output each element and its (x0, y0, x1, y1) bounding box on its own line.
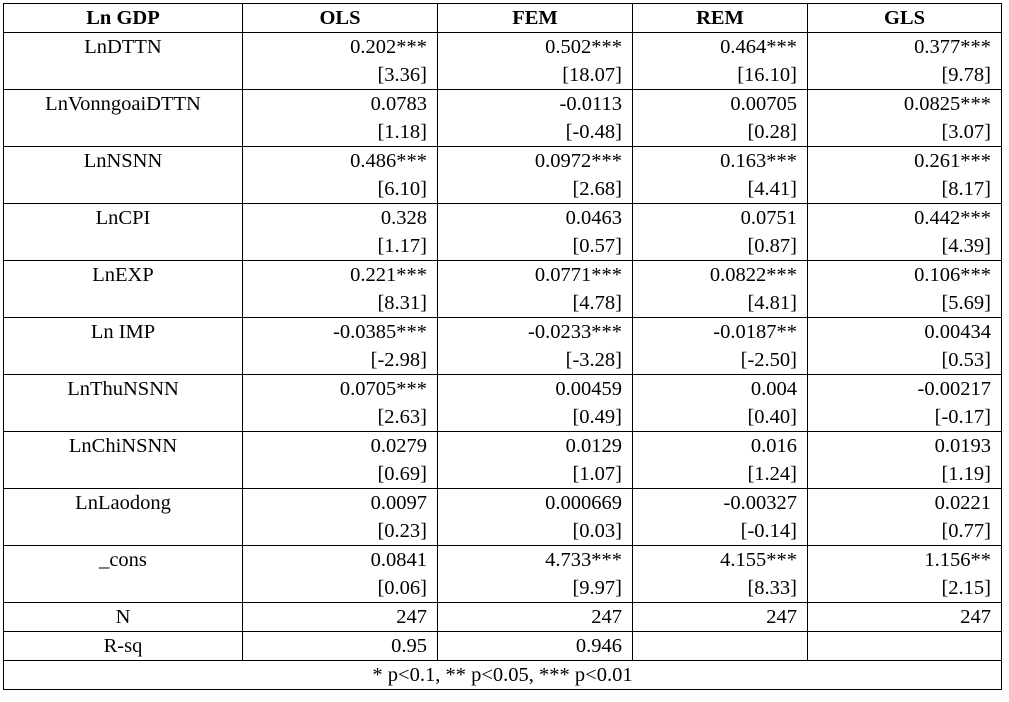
coefficient-fem: 0.0129 (438, 432, 633, 461)
coefficient-fem: 0.00459 (438, 375, 633, 404)
t-statistic-ols: [1.18] (243, 118, 438, 147)
coefficient-ols: 0.202*** (243, 33, 438, 62)
coefficient-ols: 0.0841 (243, 546, 438, 575)
coefficient-rem: 0.163*** (633, 147, 808, 176)
t-statistic-ols: [8.31] (243, 289, 438, 318)
t-statistic-fem: [2.68] (438, 175, 633, 204)
coefficient-row (4, 204, 1002, 233)
coefficient-ols: 0.486*** (243, 147, 438, 176)
coefficient-ols: -0.0385*** (243, 318, 438, 347)
variable-label: LnEXP (4, 261, 243, 318)
t-statistic-fem: [0.03] (438, 517, 633, 546)
coefficient-gls: -0.00217 (808, 375, 1002, 404)
t-statistic-gls: [1.19] (808, 460, 1002, 489)
t-statistic-ols: [6.10] (243, 175, 438, 204)
coefficient-ols: 0.221*** (243, 261, 438, 290)
t-statistic-rem: [4.81] (633, 289, 808, 318)
coefficient-row (4, 432, 1002, 461)
t-statistic-fem: [0.57] (438, 232, 633, 261)
header-ols: OLS (243, 4, 438, 33)
coefficient-gls: 0.106*** (808, 261, 1002, 290)
coefficient-rem: -0.00327 (633, 489, 808, 518)
t-statistic-rem: [0.40] (633, 403, 808, 432)
t-statistic-fem: [4.78] (438, 289, 633, 318)
coefficient-row (4, 546, 1002, 575)
coefficient-gls: 1.156** (808, 546, 1002, 575)
coefficient-gls: 0.0193 (808, 432, 1002, 461)
t-statistic-rem: [4.41] (633, 175, 808, 204)
t-statistic-fem: [-0.48] (438, 118, 633, 147)
coefficient-gls: 0.261*** (808, 147, 1002, 176)
t-statistic-ols: [-2.98] (243, 346, 438, 375)
coefficient-ols: 0.0705*** (243, 375, 438, 404)
observations-rem: 247 (633, 603, 808, 632)
t-statistic-rem: [8.33] (633, 574, 808, 603)
coefficient-gls: 0.442*** (808, 204, 1002, 233)
r-squared-gls (808, 632, 1002, 661)
t-statistic-ols: [1.17] (243, 232, 438, 261)
coefficient-gls: 0.0825*** (808, 90, 1002, 119)
variable-label: LnChiNSNN (4, 432, 243, 489)
regression-table (3, 3, 1002, 690)
header-gls: GLS (808, 4, 1002, 33)
t-statistic-rem: [-2.50] (633, 346, 808, 375)
observations-label: N (4, 603, 243, 632)
coefficient-fem: 0.0771*** (438, 261, 633, 290)
t-statistic-fem: [0.49] (438, 403, 633, 432)
coefficient-ols: 0.0783 (243, 90, 438, 119)
t-statistic-gls: [5.69] (808, 289, 1002, 318)
header-fem: FEM (438, 4, 633, 33)
t-statistic-fem: [1.07] (438, 460, 633, 489)
coefficient-rem: 4.155*** (633, 546, 808, 575)
variable-label: LnNSNN (4, 147, 243, 204)
coefficient-fem: 4.733*** (438, 546, 633, 575)
variable-label: LnLaodong (4, 489, 243, 546)
t-statistic-ols: [2.63] (243, 403, 438, 432)
coefficient-rem: 0.0822*** (633, 261, 808, 290)
coefficient-fem: 0.502*** (438, 33, 633, 62)
t-statistic-gls: [3.07] (808, 118, 1002, 147)
coefficient-gls: 0.0221 (808, 489, 1002, 518)
r-squared-fem: 0.946 (438, 632, 633, 661)
variable-label: LnVonngoaiDTTN (4, 90, 243, 147)
coefficient-row (4, 90, 1002, 119)
r-squared-label: R-sq (4, 632, 243, 661)
t-statistic-ols: [0.06] (243, 574, 438, 603)
variable-label: Ln IMP (4, 318, 243, 375)
r-squared-row (4, 632, 1002, 661)
t-statistic-gls: [2.15] (808, 574, 1002, 603)
coefficient-gls: 0.377*** (808, 33, 1002, 62)
coefficient-gls: 0.00434 (808, 318, 1002, 347)
t-statistic-ols: [0.69] (243, 460, 438, 489)
t-statistic-gls: [0.53] (808, 346, 1002, 375)
r-squared-ols: 0.95 (243, 632, 438, 661)
coefficient-ols: 0.0279 (243, 432, 438, 461)
t-statistic-rem: [1.24] (633, 460, 808, 489)
coefficient-row (4, 147, 1002, 176)
variable-label: _cons (4, 546, 243, 603)
t-statistic-ols: [0.23] (243, 517, 438, 546)
t-statistic-rem: [0.28] (633, 118, 808, 147)
t-statistic-gls: [9.78] (808, 61, 1002, 90)
t-statistic-fem: [9.97] (438, 574, 633, 603)
t-statistic-fem: [-3.28] (438, 346, 633, 375)
coefficient-fem: -0.0233*** (438, 318, 633, 347)
t-statistic-gls: [-0.17] (808, 403, 1002, 432)
note-row (4, 661, 1002, 690)
coefficient-row (4, 489, 1002, 518)
coefficient-fem: 0.0972*** (438, 147, 633, 176)
significance-note: * p<0.1, ** p<0.05, *** p<0.01 (4, 661, 1002, 690)
t-statistic-fem: [18.07] (438, 61, 633, 90)
header-row (4, 4, 1002, 33)
t-statistic-ols: [3.36] (243, 61, 438, 90)
variable-label: LnDTTN (4, 33, 243, 90)
observations-ols: 247 (243, 603, 438, 632)
coefficient-fem: 0.0463 (438, 204, 633, 233)
coefficient-rem: 0.00705 (633, 90, 808, 119)
coefficient-rem: 0.0751 (633, 204, 808, 233)
coefficient-row (4, 375, 1002, 404)
t-statistic-gls: [8.17] (808, 175, 1002, 204)
coefficient-rem: 0.004 (633, 375, 808, 404)
coefficient-row (4, 33, 1002, 62)
coefficient-rem: 0.464*** (633, 33, 808, 62)
coefficient-rem: 0.016 (633, 432, 808, 461)
t-statistic-gls: [4.39] (808, 232, 1002, 261)
r-squared-rem (633, 632, 808, 661)
observations-gls: 247 (808, 603, 1002, 632)
coefficient-fem: 0.000669 (438, 489, 633, 518)
observations-fem: 247 (438, 603, 633, 632)
t-statistic-rem: [16.10] (633, 61, 808, 90)
coefficient-ols: 0.328 (243, 204, 438, 233)
header-rem: REM (633, 4, 808, 33)
coefficient-row (4, 261, 1002, 290)
t-statistic-rem: [0.87] (633, 232, 808, 261)
variable-label: LnCPI (4, 204, 243, 261)
coefficient-fem: -0.0113 (438, 90, 633, 119)
variable-label: LnThuNSNN (4, 375, 243, 432)
coefficient-ols: 0.0097 (243, 489, 438, 518)
observations-row (4, 603, 1002, 632)
t-statistic-rem: [-0.14] (633, 517, 808, 546)
coefficient-row (4, 318, 1002, 347)
header-dependent-variable: Ln GDP (4, 4, 243, 33)
table-body (4, 33, 1002, 690)
coefficient-rem: -0.0187** (633, 318, 808, 347)
t-statistic-gls: [0.77] (808, 517, 1002, 546)
